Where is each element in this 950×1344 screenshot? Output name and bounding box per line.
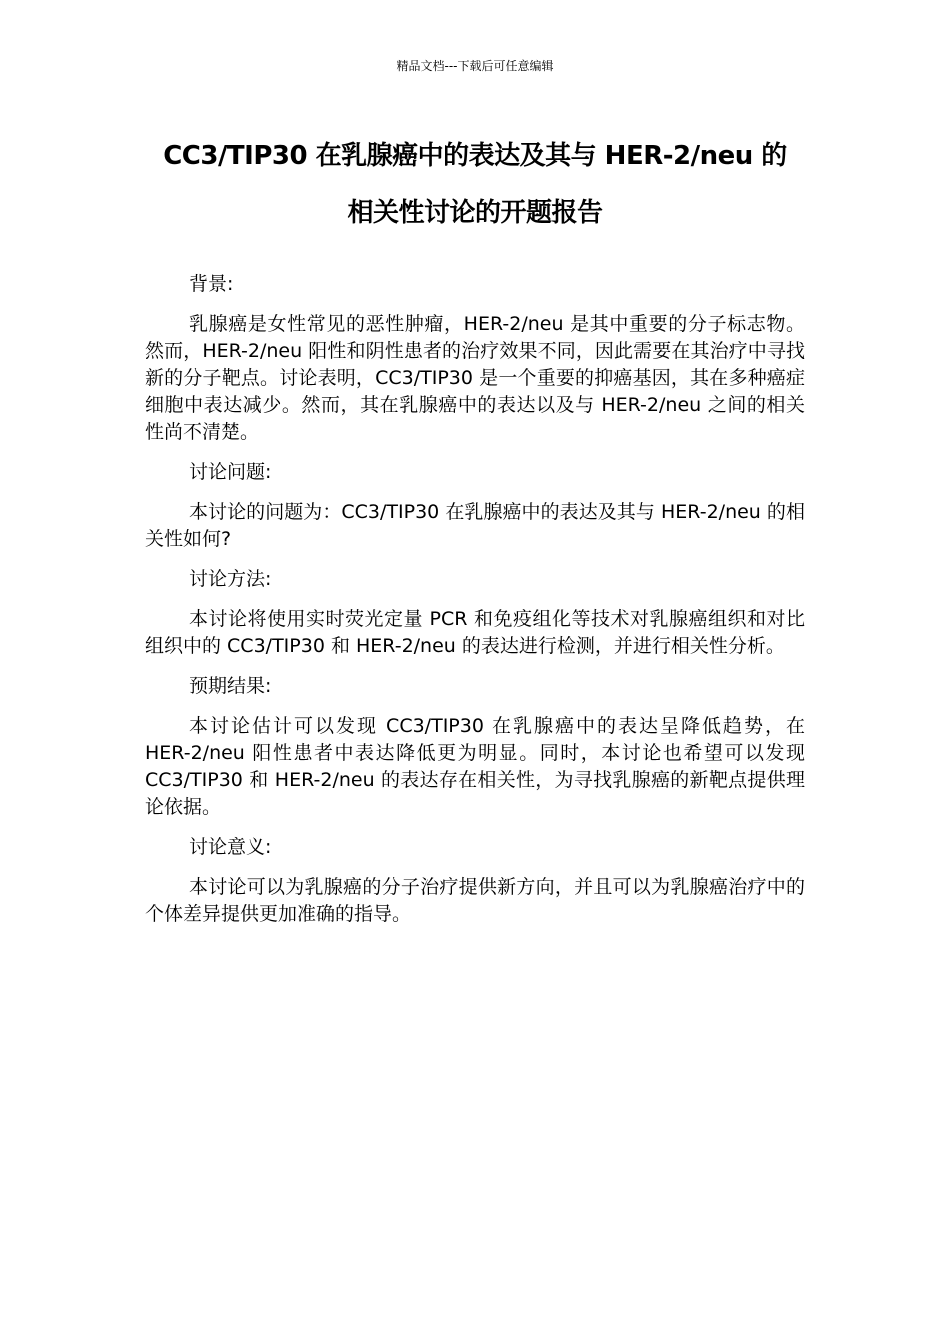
document-body xyxy=(145,271,805,941)
section-heading-question: 讨论问题: xyxy=(189,461,272,483)
header-note: 精品文档---下载后可任意编辑 xyxy=(396,59,554,73)
section-heading-significance: 讨论意义: xyxy=(189,836,272,858)
section-body-background: 乳腺癌是女性常见的恶性肿瘤，HER-2/neu 是其中重要的分子标志物。然而，HER-2/neu 阳性和阴性患者的治疗效果不同，因此需要在其治疗中寻找新的分子靶点。讨论表明，CC3/TIP30 是一个重要的抑癌基因，其在多种癌症细胞中表达减少。然而，其在乳腺癌中的表达以及与 HER-2/neu 之间的相关性尚不清楚。 xyxy=(145,313,805,443)
section-body-expected-results: 本讨论估计可以发现 CC3/TIP30 在乳腺癌中的表达呈降低趋势，在 HER-2/neu 阳性患者中表达降低更为明显。同时，本讨论也希望可以发现 CC3/TIP30 和 HER-2/neu 的表达存在相关性，为寻找乳腺癌的新靶点提供理论依据。 xyxy=(145,715,805,818)
document-title-line-1: CC3/TIP30 在乳腺癌中的表达及其与 HER-2/neu 的 xyxy=(163,141,787,171)
section-heading-background: 背景: xyxy=(189,273,234,295)
section-body-question: 本讨论的问题为：CC3/TIP30 在乳腺癌中的表达及其与 HER-2/neu 的相关性如何? xyxy=(145,501,805,550)
section-body-method: 本讨论将使用实时荧光定量 PCR 和免疫组化等技术对乳腺癌组织和对比组织中的 CC3/TIP30 和 HER-2/neu 的表达进行检测，并进行相关性分析。 xyxy=(145,608,805,657)
document-title-line-2: 相关性讨论的开题报告 xyxy=(347,198,603,228)
section-heading-expected-results: 预期结果: xyxy=(189,675,272,697)
section-body-significance: 本讨论可以为乳腺癌的分子治疗提供新方向，并且可以为乳腺癌治疗中的个体差异提供更加准确的指导。 xyxy=(145,876,805,925)
section-heading-method: 讨论方法: xyxy=(189,568,272,590)
